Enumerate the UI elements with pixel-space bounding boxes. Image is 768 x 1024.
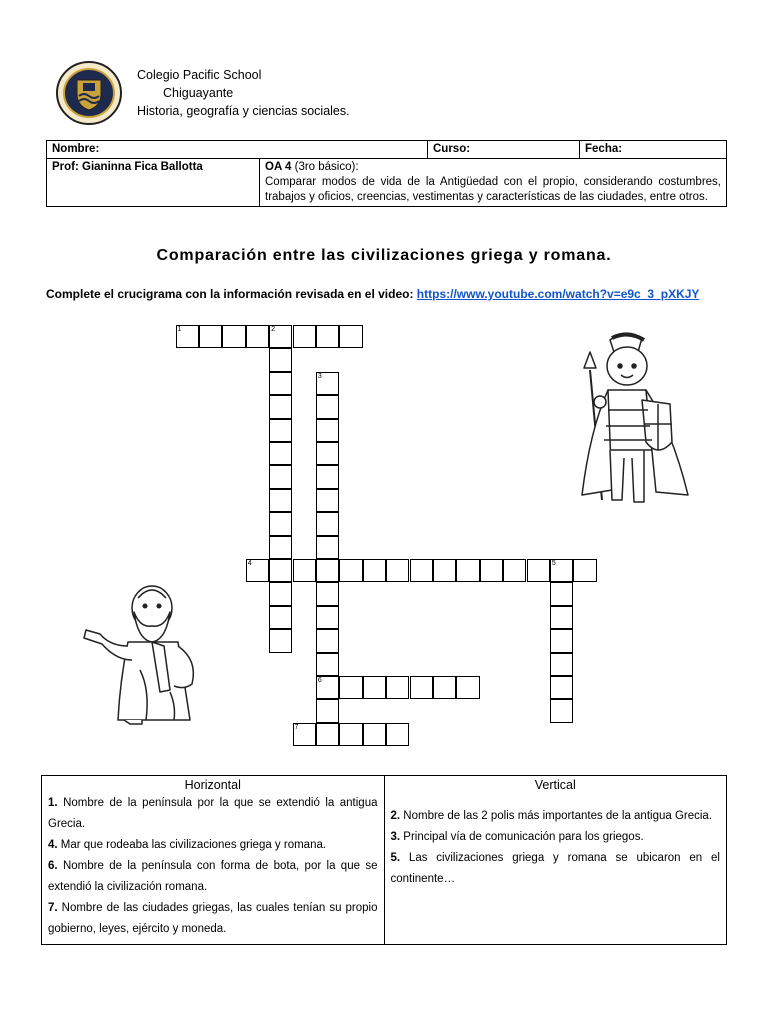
school-city: Chiguayante: [163, 86, 234, 100]
school-heading: [137, 66, 350, 120]
crossword-cell[interactable]: [269, 419, 292, 442]
crossword-cell[interactable]: [550, 582, 573, 605]
oa-level: (3ro básico):: [291, 161, 359, 173]
crossword-cell[interactable]: [410, 559, 433, 582]
subject-name: Historia, geografía y ciencias sociales.: [137, 104, 350, 118]
crossword-cell[interactable]: [503, 559, 526, 582]
crossword-cell[interactable]: [269, 512, 292, 535]
clue-number-label: 4: [247, 560, 252, 567]
crossword-cell[interactable]: [293, 723, 316, 746]
clue-6-text: Nombre de la península con forma de bota, por la que se extendió la civilización romana.: [48, 860, 378, 893]
course-label: Curso:: [433, 143, 471, 155]
crossword-cell[interactable]: [316, 419, 339, 442]
crossword-cell[interactable]: [456, 676, 479, 699]
crossword-cell[interactable]: [269, 536, 292, 559]
crossword-cell[interactable]: [386, 676, 409, 699]
clue-4: [48, 835, 378, 856]
instruction: [46, 287, 699, 301]
crossword-cell[interactable]: [316, 629, 339, 652]
crossword-cell[interactable]: [410, 676, 433, 699]
clues-table: [41, 775, 727, 945]
crossword-cell[interactable]: [269, 372, 292, 395]
student-info-table: [46, 140, 727, 207]
date-label: Fecha:: [585, 143, 623, 155]
crossword-cell[interactable]: [316, 559, 339, 582]
crossword-cell[interactable]: [550, 699, 573, 722]
clue-1: [48, 793, 378, 835]
clue-3-text: Principal vía de comunicación para los griegos.: [400, 831, 644, 843]
objective-text: Comparar modos de vida de la Antigüedad con el propio, considerando costumbres, trabajos y oficios, creencias, vestimentas y características de las ciudades, entre otros.: [265, 176, 721, 203]
objective-cell: [260, 159, 727, 207]
crossword-cell[interactable]: [527, 559, 550, 582]
clue-3-number: 3.: [390, 831, 401, 843]
crossword-cell[interactable]: [550, 653, 573, 676]
clue-number-label: 1: [177, 326, 182, 333]
crossword-cell[interactable]: [456, 559, 479, 582]
date-field[interactable]: [580, 141, 727, 159]
clue-number-label: 3: [317, 372, 322, 380]
crossword-cell[interactable]: [199, 325, 222, 348]
crossword-cell[interactable]: [550, 606, 573, 629]
crossword-cell[interactable]: [550, 629, 573, 652]
crossword-cell[interactable]: [433, 559, 456, 582]
crossword-cell[interactable]: [316, 372, 339, 395]
clue-2: [391, 806, 721, 827]
vertical-clues: [384, 776, 727, 945]
oa-label: OA 4: [265, 161, 292, 173]
crossword-cell[interactable]: [363, 723, 386, 746]
instruction-text: Complete el crucigrama con la información revisada en el video:: [46, 287, 417, 301]
greek-philosopher-illustration: [80, 580, 220, 725]
crossword-cell[interactable]: [269, 559, 292, 582]
crossword-cell[interactable]: [573, 559, 596, 582]
clue-7: [48, 898, 378, 940]
clue-2-text: Nombre de las 2 polis más importantes de la antigua Grecia.: [400, 810, 713, 822]
clue-1-text: Nombre de la península por la que se extendió la antigua Grecia.: [48, 797, 378, 830]
crossword-cell[interactable]: [339, 676, 362, 699]
crossword-cell[interactable]: [316, 676, 339, 699]
crossword-cell[interactable]: [316, 465, 339, 488]
horizontal-clues: [42, 776, 385, 945]
crossword-cell[interactable]: [550, 559, 573, 582]
crossword-cell[interactable]: [316, 723, 339, 746]
crossword-cell[interactable]: [269, 325, 292, 348]
crossword-cell[interactable]: [269, 489, 292, 512]
crossword-cell[interactable]: [246, 325, 269, 348]
crossword-cell[interactable]: [269, 629, 292, 652]
crossword-cell[interactable]: [222, 325, 245, 348]
crossword-cell[interactable]: [339, 325, 362, 348]
crossword-cell[interactable]: [316, 442, 339, 465]
crossword-cell[interactable]: [316, 536, 339, 559]
crossword-cell[interactable]: [269, 465, 292, 488]
crossword-cell[interactable]: [386, 559, 409, 582]
horizontal-heading: Horizontal: [184, 778, 241, 792]
clue-number-label: 5: [551, 560, 556, 567]
teacher-name: Prof: Gianinna Fica Ballotta: [52, 161, 203, 173]
crossword-cell[interactable]: [339, 723, 362, 746]
crossword-cell[interactable]: [480, 559, 503, 582]
clue-1-number: 1.: [48, 797, 58, 809]
clue-5: [391, 848, 721, 890]
clue-6-number: 6.: [48, 860, 58, 872]
clue-6: [48, 856, 378, 898]
clue-number-label: 2: [271, 326, 275, 333]
crossword-cell[interactable]: [269, 395, 292, 418]
crossword-cell[interactable]: [316, 606, 339, 629]
crossword-cell[interactable]: [339, 559, 362, 582]
vertical-heading: Vertical: [534, 778, 576, 792]
crossword-cell[interactable]: [316, 395, 339, 418]
school-logo: [55, 60, 123, 126]
clue-4-number: 4.: [48, 839, 58, 851]
worksheet-title: Comparación entre las civilizaciones griega y romana.: [156, 247, 612, 264]
crossword-cell[interactable]: [316, 699, 339, 722]
crossword-cell[interactable]: [316, 489, 339, 512]
name-field[interactable]: [47, 141, 428, 159]
crossword-cell[interactable]: [316, 653, 339, 676]
crossword-cell[interactable]: [316, 325, 339, 348]
clue-number-label: 7: [294, 723, 299, 731]
clue-7-number: 7.: [48, 902, 58, 914]
crossword-cell[interactable]: [550, 676, 573, 699]
crossword-cell[interactable]: [433, 676, 456, 699]
crossword-cell[interactable]: [269, 606, 292, 629]
crossword-cell[interactable]: [363, 559, 386, 582]
crossword-cell[interactable]: [316, 582, 339, 605]
crossword-cell[interactable]: [176, 325, 199, 348]
clue-7-text: Nombre de las ciudades griegas, las cuales tenían su propio gobierno, leyes, ejército y moneda.: [48, 902, 378, 935]
clue-5-number: 5.: [390, 852, 401, 864]
crossword-cell[interactable]: [293, 559, 316, 582]
crossword-cell[interactable]: [269, 348, 292, 371]
clue-2-number: 2.: [390, 810, 401, 822]
teacher-cell: [47, 159, 260, 207]
clue-3: [391, 827, 721, 848]
video-link[interactable]: https://www.youtube.com/watch?v=e9c_3_pXKJY: [416, 287, 700, 301]
clue-number-label: 6: [317, 677, 322, 684]
clue-5-text: Las civilizaciones griega y romana se ubicaron en el continente…: [390, 852, 720, 885]
crossword-cell[interactable]: [269, 582, 292, 605]
crossword-cell[interactable]: [293, 325, 316, 348]
crossword-cell[interactable]: [269, 442, 292, 465]
name-label: Nombre:: [52, 143, 100, 155]
crossword-cell[interactable]: [246, 559, 269, 582]
course-field[interactable]: [428, 141, 580, 159]
clue-4-text: Mar que rodeaba las civilizaciones griega y romana.: [57, 839, 327, 851]
crossword-cell[interactable]: [363, 676, 386, 699]
roman-soldier-illustration: [572, 330, 700, 520]
crossword-cell[interactable]: [316, 512, 339, 535]
crossword-cell[interactable]: [386, 723, 409, 746]
school-name: Colegio Pacific School: [137, 68, 262, 82]
